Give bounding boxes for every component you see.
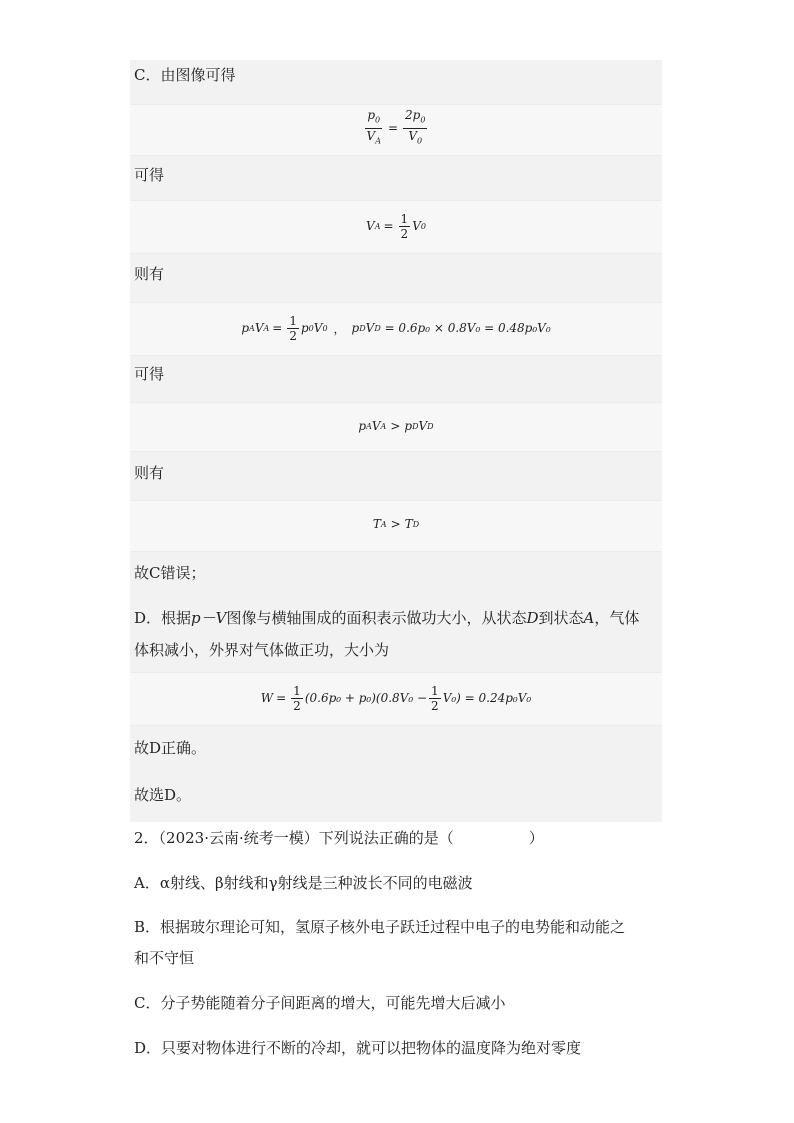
equation-6: W = $\frac{1}{2}$ (0.6p₀ + p₀)(0.8V₀ − $\frac{1}{2}$ V₀) = 0.24p₀V₀ [260,683,532,713]
equation-1: $\frac{p_0}{V_A}$ = $\frac{2p_0}{V_0}$ [130,108,662,148]
ke-de-2: 可得 [134,365,165,383]
fraction: $\frac{p_0}{V_A}$ [366,108,381,145]
equation-4: p A V A > p D V D [358,419,434,433]
fraction: $\frac{1}{2}$ [289,313,297,343]
equation-3: p A V A = $\frac{1}{2}$ p 0 V 0 ， p D V D = 0.6p₀ × 0.8V₀ = 0.48p₀V₀ [241,313,551,343]
equation-2: V A = $\frac{1}{2}$ V 0 [366,211,426,241]
question-stem: 2．（2023·云南·统考一模）下列说法正确的是（ ） [134,829,544,847]
c-intro: C．由图像可得 [134,66,236,84]
ze-you-1: 则有 [134,265,165,283]
option-a: A．α射线、β射线和γ射线是三种波长不同的电磁波 [134,874,473,892]
d-correct: 故D正确。 [134,739,207,757]
option-d: D．只要对物体进行不断的冷却，就可以把物体的温度降为绝对零度 [134,1039,582,1057]
fraction: $\frac{1}{2}$ [400,211,409,241]
option-b-line2: 和不守恒 [134,949,195,967]
d-explanation-line1: D．根据p－V图像与横轴围成的面积表示做功大小，从状态D到状态A，气体 [134,609,640,627]
c-wrong: 故C错误； [134,564,206,582]
d-explanation-line2: 体积减小，外界对气体做正功，大小为 [134,641,390,659]
ze-you-2: 则有 [134,464,165,482]
fraction: $\frac{2p_0}{V_0}$ [405,108,426,145]
option-b-line1: B．根据玻尔理论可知，氢原子核外电子跃迁过程中电子的电势能和动能之 [134,918,626,936]
equation-5: T A > T D [372,517,420,531]
answer-choice: 故选D。 [134,786,192,804]
fraction: $\frac{1}{2}$ [431,683,439,713]
fraction: $\frac{1}{2}$ [293,683,301,713]
ke-de-1: 可得 [134,166,165,184]
option-c: C．分子势能随着分子间距离的增大，可能先增大后减小 [134,994,506,1012]
